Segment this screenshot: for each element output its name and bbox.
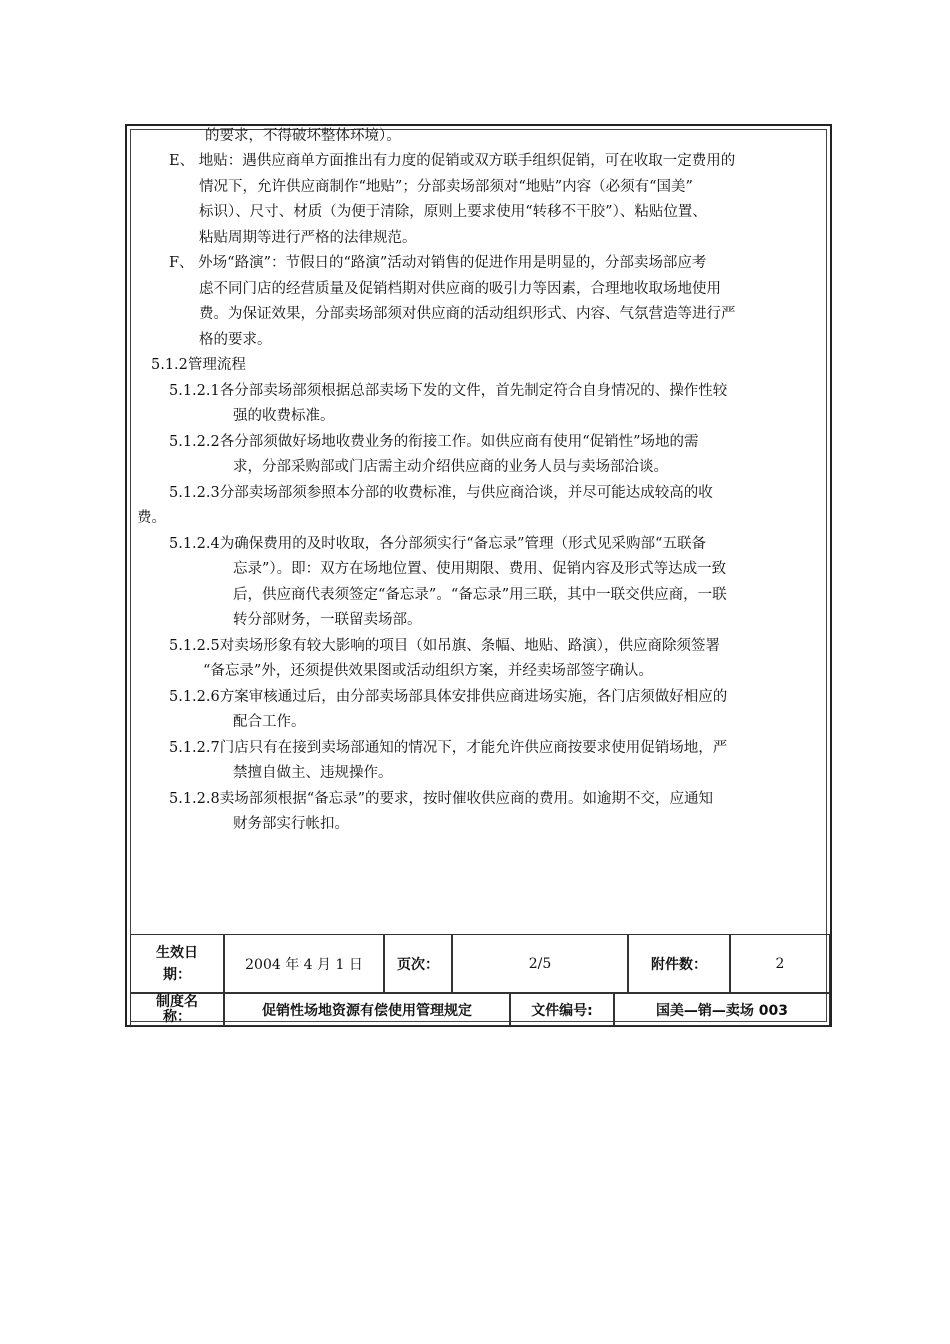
paragraph-line: 禁擅自做主、违规操作。: [233, 765, 393, 781]
paragraph-line: 5.1.2.4为确保费用的及时收取，各分部须实行“备忘录”管理（形式见采购部“五联备: [169, 536, 706, 552]
document-body: [127, 126, 830, 934]
attachments-label: 附件数：: [628, 934, 730, 993]
paragraph-line: 的要求，不得破坏整体环境）。: [205, 128, 401, 144]
paragraph-line: 格的要求。: [199, 332, 272, 348]
policy-name-label-line1: 制度名: [156, 993, 198, 1010]
paragraph-line: 费。为保证效果，分部卖场部须对供应商的活动组织形式、内容、气氛营造等进行严: [199, 306, 736, 322]
paragraph-line: 粘贴周期等进行严格的法律规范。: [199, 230, 417, 246]
page-label: 页次：: [384, 934, 452, 993]
paragraph-line: 强的收费标准。: [233, 408, 335, 424]
policy-name-value: 促销性场地资源有偿使用管理规定: [224, 993, 510, 1026]
paragraph-line: F、 外场“路演”：节假日的“路演”活动对销售的促进作用是明显的，分部卖场部应考: [169, 255, 707, 271]
paragraph-line: 5.1.2.8卖场部须根据“备忘录”的要求，按时催收供应商的费用。如逾期不交，应通知: [169, 791, 714, 807]
paragraph-line: 虑不同门店的经营质量及促销档期对供应商的吸引力等因素，合理地收取场地使用: [199, 281, 721, 297]
paragraph-line: 后，供应商代表须签定“备忘录”。“备忘录”用三联，其中一联交供应商，一联: [233, 587, 727, 603]
paragraph-line: 配合工作。: [233, 714, 306, 730]
paragraph-line: 5.1.2.6方案审核通过后，由分部卖场部具体安排供应商进场实施，各门店须做好相应的: [169, 689, 728, 705]
effective-date-label: [130, 934, 224, 993]
paragraph-line: 费。: [137, 510, 166, 526]
paragraph-line: 转分部财务，一联留卖场部。: [233, 612, 422, 628]
paragraph-line: 5.1.2.2各分部须做好场地收费业务的衔接工作。如供应商有使用“促销性”场地的需: [169, 434, 699, 450]
document-footer-table: [127, 934, 830, 1025]
paragraph-line: 求，分部采购部或门店需主动介绍供应商的业务人员与卖场部洽谈。: [233, 459, 668, 475]
paragraph-line: 情况下，允许供应商制作“地贴”；分部卖场部须对“地贴”内容（必须有“国美”: [199, 179, 693, 195]
effective-date-label-line2: 期：: [163, 966, 191, 983]
paragraph-line: 5.1.2.1各分部卖场部须根据总部卖场下发的文件，首先制定符合自身情况的、操作性较: [169, 383, 728, 399]
page-value: 2/5: [452, 934, 628, 993]
paragraph-line: E、 地贴：遇供应商单方面推出有力度的促销或双方联手组织促销，可在收取一定费用的: [169, 153, 736, 169]
paragraph-line: 5.1.2.3分部卖场部须参照本分部的收费标准，与供应商洽谈，并尽可能达成较高的收: [169, 485, 713, 501]
section-heading: 5.1.2管理流程: [151, 357, 246, 373]
attachments-value: 2: [730, 934, 830, 993]
paragraph-line: 标识）、尺寸、材质（为便于清除，原则上要求使用“转移不干胶”）、粘贴位置、: [199, 204, 707, 220]
paragraph-line: 5.1.2.7门店只有在接到卖场部通知的情况下，才能允许供应商按要求使用促销场地，严: [169, 740, 728, 756]
paragraph-line: 5.1.2.5对卖场形象有较大影响的项目（如吊旗、条幅、地贴、路演），供应商除须签署: [169, 638, 720, 654]
paragraph-line: 忘录”）。即：双方在场地位置、使用期限、费用、促销内容及形式等达成一致: [233, 561, 727, 577]
doc-number-value: 国美—销—卖场 003: [614, 993, 830, 1026]
policy-name-label: [130, 993, 224, 1026]
paragraph-line: “备忘录”外，还须提供效果图或活动组织方案，并经卖场部签字确认。: [203, 663, 653, 679]
doc-number-label: 文件编号:: [510, 993, 614, 1026]
policy-name-label-line2: 称：: [163, 1008, 191, 1025]
paragraph-line: 财务部实行帐扣。: [233, 816, 349, 832]
document-frame: [125, 124, 832, 1027]
effective-date-label-line1: 生效日: [156, 944, 198, 961]
effective-date-value: 2004 年 4 月 1 日: [224, 934, 384, 993]
